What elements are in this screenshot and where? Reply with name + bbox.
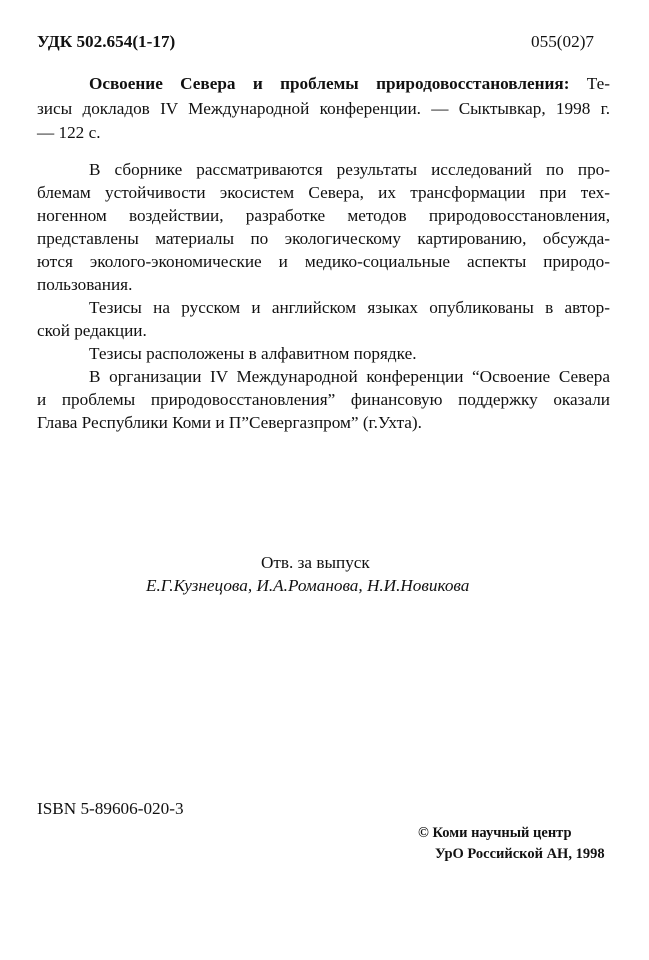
abstract-p4-line-2: и проблемы природовосстановления” финансовую поддержку оказали bbox=[37, 390, 610, 409]
abstract-p1-line-3: ногенном воздействии, разработке методов природовосстановления, bbox=[37, 206, 610, 225]
abstract-p2-line-1: Тезисы на русском и английском языках опубликованы в автор- bbox=[89, 298, 610, 317]
bbk-code: 055(02)7 bbox=[531, 32, 595, 51]
citation-line-3: — 122 с. bbox=[37, 123, 101, 142]
abstract-p1-line-6: пользования. bbox=[37, 275, 133, 294]
isbn: ISBN 5-89606-020-3 bbox=[37, 799, 184, 818]
abstract-p1-line-1: В сборнике рассматриваются результаты исследований по про- bbox=[89, 160, 610, 179]
copyright-line-1: © Коми научный центр bbox=[418, 825, 572, 841]
abstract-p4-line-3: Глава Республики Коми и П”Севергазпром” (г.Ухта). bbox=[37, 413, 422, 432]
abstract-p1-line-5: ются эколого-экономические и медико-социальные аспекты природо- bbox=[37, 252, 610, 271]
abstract-p2-line-2: ской редакции. bbox=[37, 321, 147, 340]
responsible-label: Отв. за выпуск bbox=[261, 553, 370, 572]
abstract-p1-line-2: блемам устойчивости экосистем Севера, их трансформации при тех- bbox=[37, 183, 610, 202]
citation-line-2: зисы докладов IV Международной конференции. — Сыктывкар, 1998 г. bbox=[37, 99, 610, 118]
abstract-p3-line-1: Тезисы расположены в алфавитном порядке. bbox=[89, 344, 417, 363]
udk-code: УДК 502.654(1-17) bbox=[37, 32, 176, 51]
abstract-p1-line-4: представлены материалы по экологическому картированию, обсужда- bbox=[37, 229, 610, 248]
responsible-names: Е.Г.Кузнецова, И.А.Романова, Н.И.Новикова bbox=[146, 576, 470, 595]
citation-line-1 bbox=[89, 73, 610, 95]
citation-line-1-tail: Те- bbox=[586, 74, 610, 93]
copyright-line-2: УрО Российской АН, 1998 bbox=[435, 846, 605, 862]
book-title: Освоение Севера и проблемы природовосстановления: bbox=[89, 74, 570, 93]
abstract-p4-line-1: В организации IV Международной конференции “Освоение Севера bbox=[89, 367, 610, 386]
